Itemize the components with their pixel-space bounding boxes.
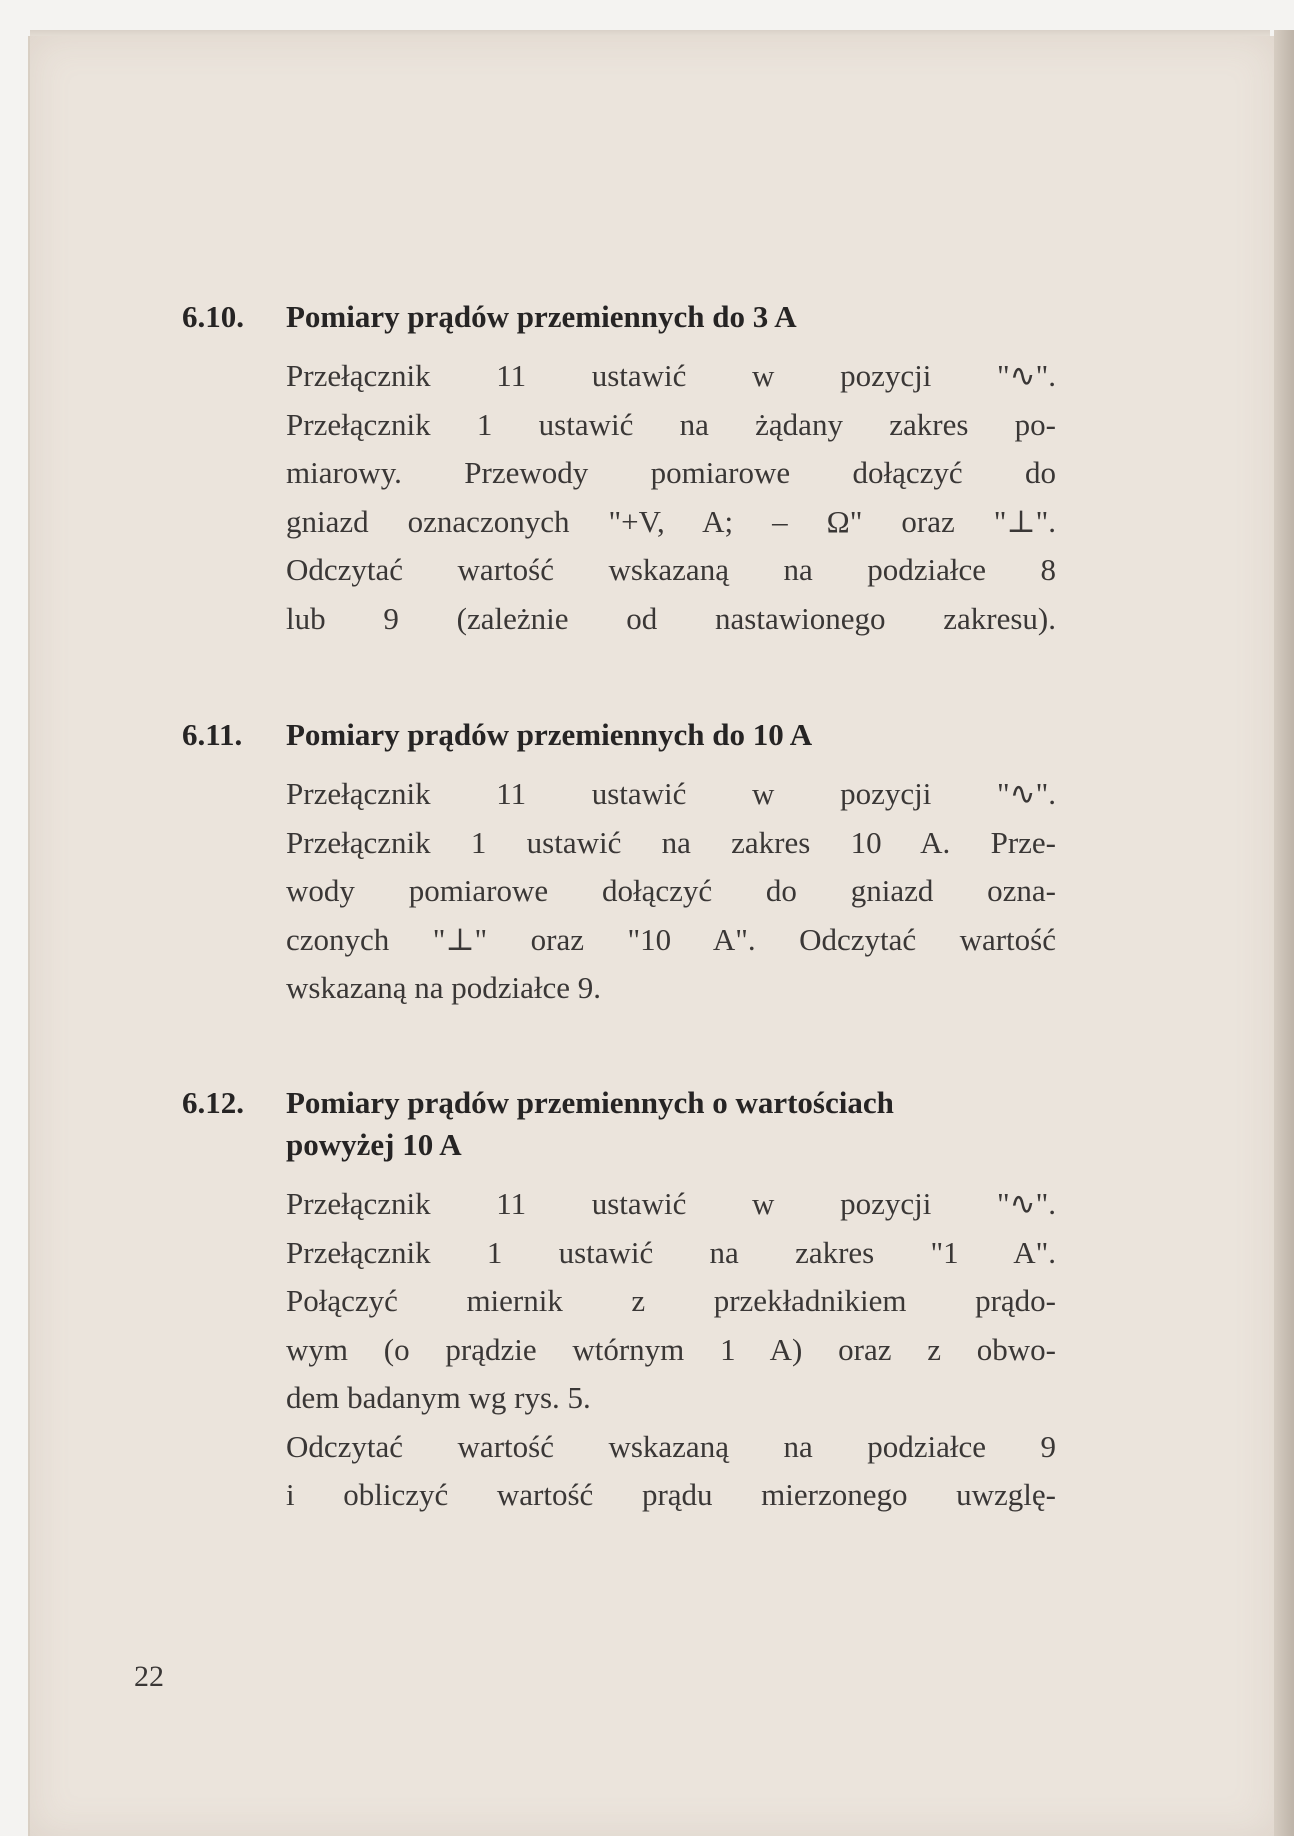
body-line: lub 9 (zależnie od nastawionego zakresu). xyxy=(286,600,1056,636)
page-number: 22 xyxy=(134,1660,164,1693)
body-line: Przełącznik 1 ustawić na żądany zakres po- xyxy=(286,406,1056,442)
section-body xyxy=(286,352,1062,643)
body-line: Przełącznik 11 ustawić w pozycji "∿". xyxy=(286,776,1056,811)
section-heading xyxy=(182,714,1062,756)
body-line: gniazd oznaczonych "+V, A; – Ω" oraz "⊥". xyxy=(286,503,1056,539)
section-title: Pomiary prądów przemiennych o wartościach powyżej 10 A xyxy=(286,1085,894,1162)
section-6-10 xyxy=(182,296,1062,643)
section-title: Pomiary prądów przemiennych do 10 A xyxy=(286,717,813,752)
body-line: wody pomiarowe dołączyć do gniazd ozna- xyxy=(286,873,1056,908)
body-line: Przełącznik 11 ustawić w pozycji "∿". xyxy=(286,1186,1056,1221)
book-gutter xyxy=(1274,30,1294,1836)
section-heading xyxy=(182,1082,1062,1166)
section-body xyxy=(286,1180,1062,1520)
section-number: 6.12. xyxy=(182,1085,244,1120)
section-number: 6.11. xyxy=(182,717,243,752)
body-line: dem badanym wg rys. 5. xyxy=(286,1380,591,1415)
section-6-12 xyxy=(182,1082,1062,1520)
body-line: Połączyć miernik z przekładnikiem prądo- xyxy=(286,1283,1056,1318)
section-body xyxy=(286,770,1062,1013)
body-line: Przełącznik 1 ustawić na zakres 10 A. Prze- xyxy=(286,824,1056,860)
section-6-11 xyxy=(182,714,1062,1013)
body-line: Odczytać wartość wskazaną na podziałce 9 xyxy=(286,1428,1056,1464)
body-line: czonych "⊥" oraz "10 A". Odczytać wartość xyxy=(286,921,1056,957)
section-heading xyxy=(182,296,1062,338)
body-line: Przełącznik 1 ustawić na zakres "1 A". xyxy=(286,1234,1056,1270)
body-line: Przełącznik 11 ustawić w pozycji "∿". xyxy=(286,358,1056,393)
body-line: miarowy. Przewody pomiarowe dołączyć do xyxy=(286,455,1056,490)
body-line: wym (o prądzie wtórnym 1 A) oraz z obwo- xyxy=(286,1331,1056,1367)
section-number: 6.10. xyxy=(182,299,244,334)
body-line: Odczytać wartość wskazaną na podziałce 8 xyxy=(286,552,1056,587)
body-line: i obliczyć wartość prądu mierzonego uwzglę- xyxy=(286,1477,1056,1512)
body-line: wskazaną na podziałce 9. xyxy=(286,970,602,1005)
section-title: Pomiary prądów przemiennych do 3 A xyxy=(286,299,797,334)
